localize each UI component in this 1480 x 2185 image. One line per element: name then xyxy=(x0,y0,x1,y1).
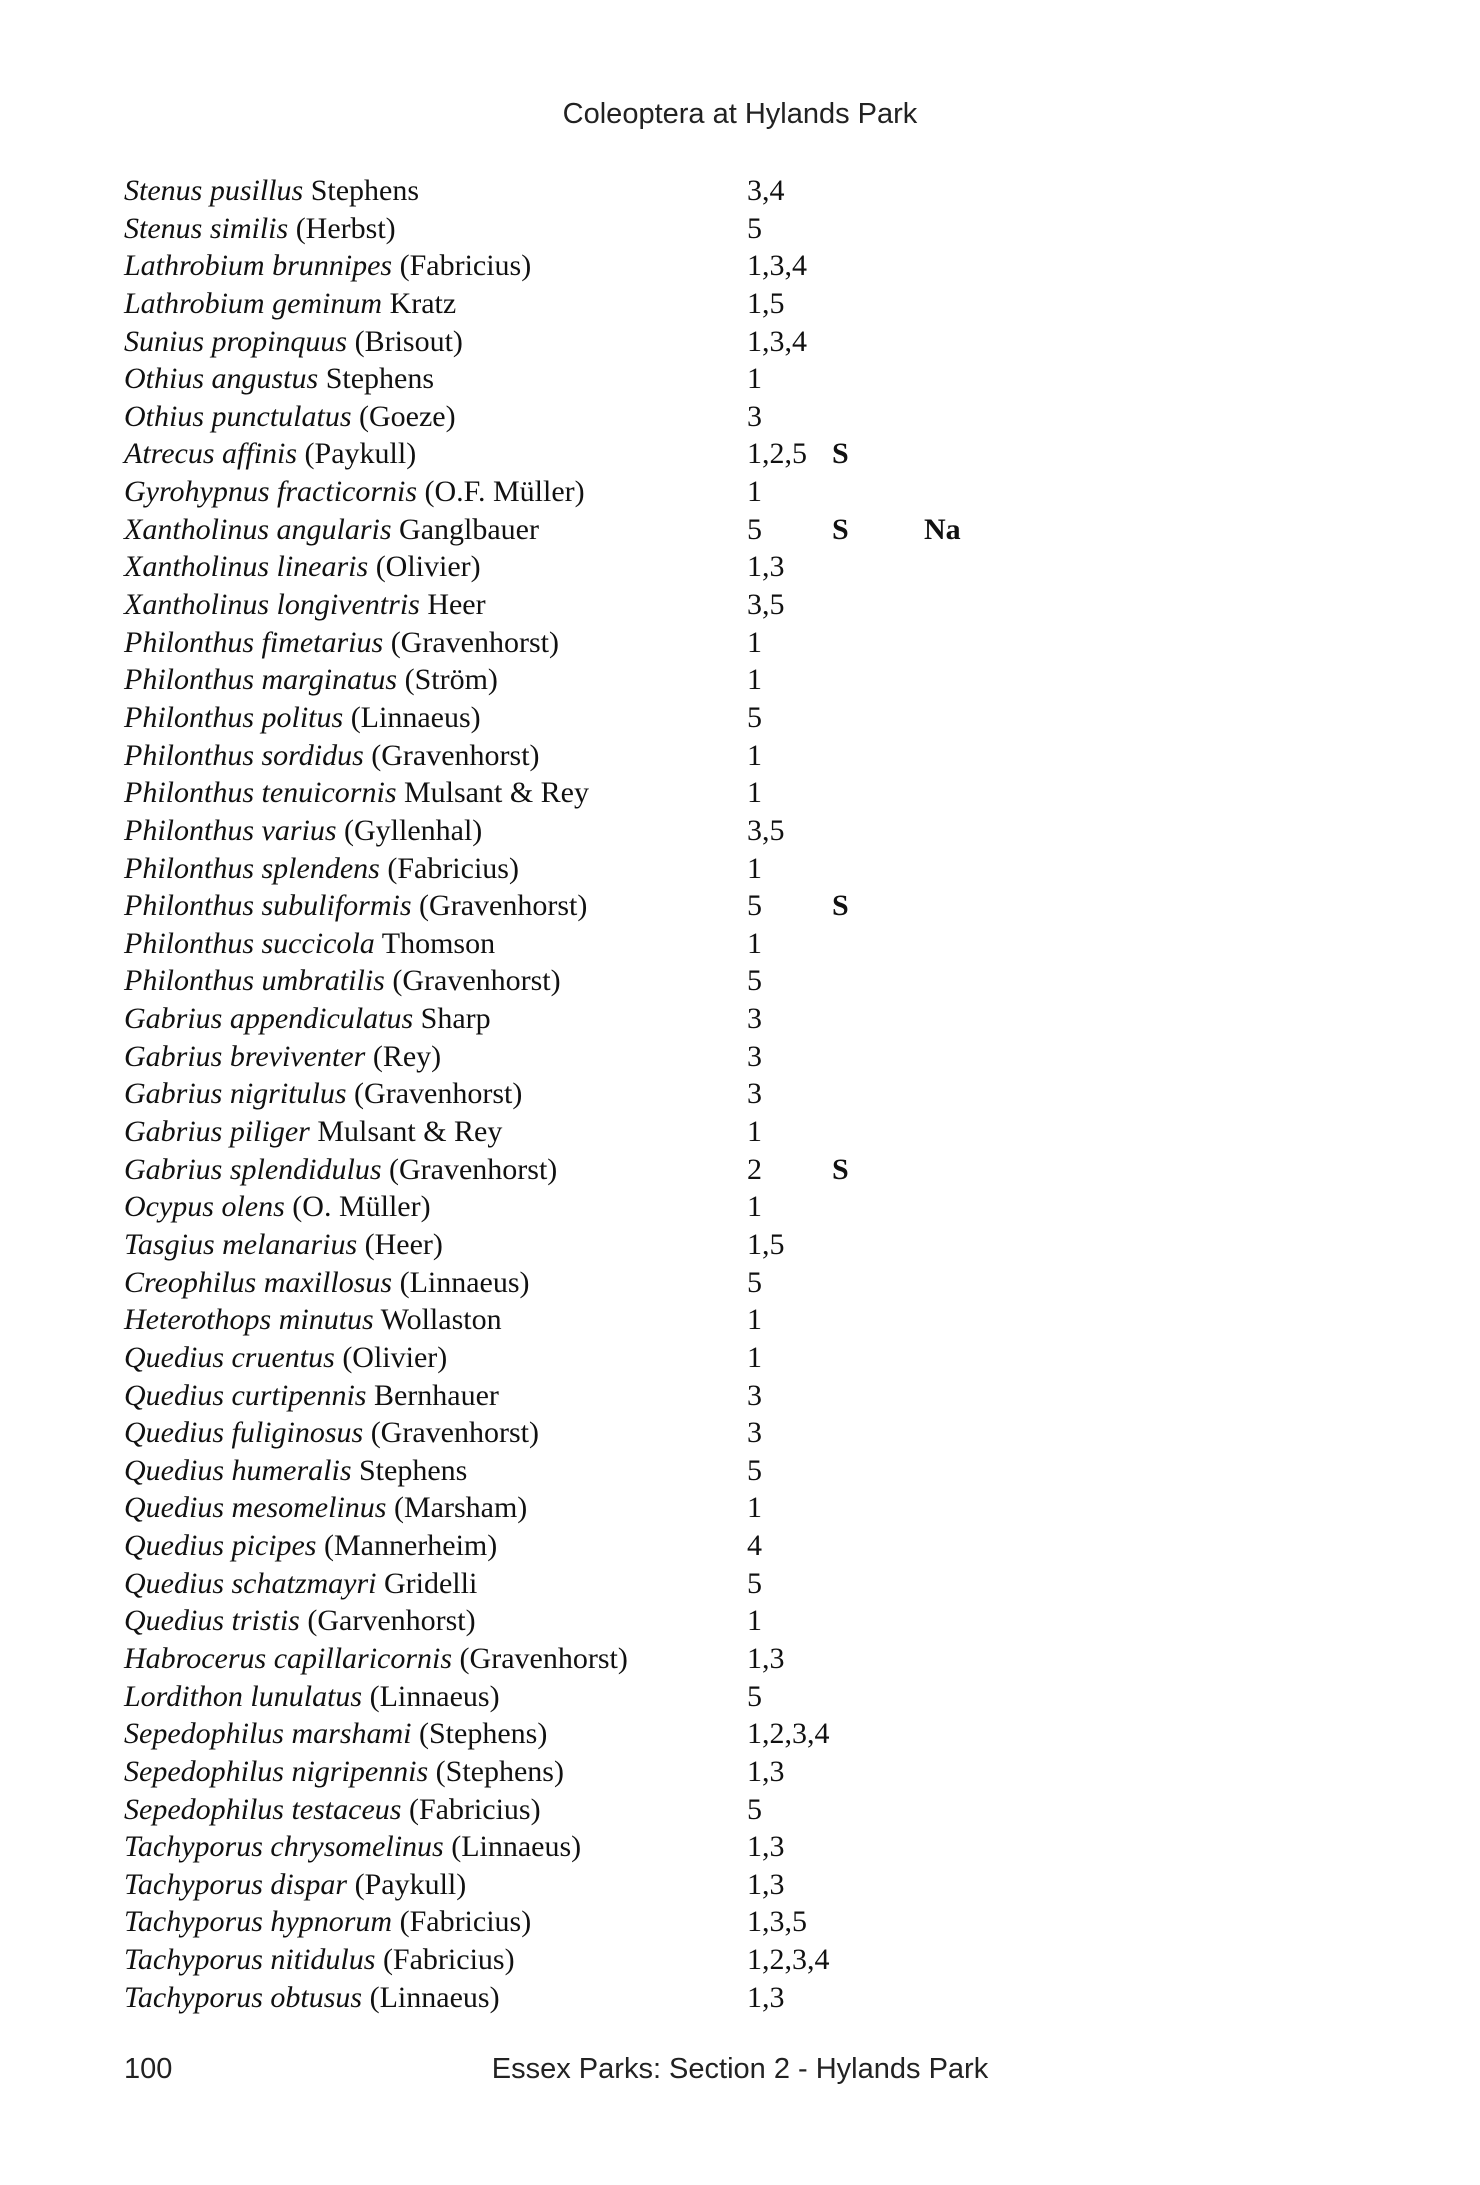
species-row xyxy=(124,1489,1224,1527)
species-name: Creophilus maxillosus xyxy=(124,1265,393,1299)
species-entry xyxy=(124,1527,497,1565)
species-row xyxy=(124,850,1224,888)
site-numbers: 1 xyxy=(747,776,762,810)
species-name: Quedius picipes xyxy=(124,1529,317,1563)
species-entry xyxy=(124,247,531,285)
species-name: Gyrohypnus fracticornis xyxy=(124,475,418,509)
species-author: (Gravenhorst) xyxy=(346,1077,523,1111)
species-name: Sepedophilus marshami xyxy=(124,1717,412,1751)
species-entry xyxy=(124,1339,447,1377)
species-row xyxy=(124,737,1224,775)
species-name: Xantholinus linearis xyxy=(124,550,369,584)
species-author: (Olivier) xyxy=(334,1340,448,1374)
species-name: Heterothops minutus xyxy=(124,1303,374,1337)
species-entry xyxy=(124,1678,500,1716)
species-author: (Brisout) xyxy=(347,324,463,358)
species-row xyxy=(124,624,1224,662)
species-entry xyxy=(124,1489,527,1527)
species-name: Philonthus varius xyxy=(124,813,337,847)
species-name: Quedius cruentus xyxy=(124,1340,335,1374)
species-author: (Gravenhorst) xyxy=(452,1641,628,1675)
species-entry xyxy=(124,1075,522,1113)
site-numbers: 3 xyxy=(747,1077,762,1111)
species-author: (Fabricius) xyxy=(379,851,519,885)
species-entry xyxy=(124,1377,499,1415)
species-entry xyxy=(124,812,482,850)
species-name: Tachyporus hypnorum xyxy=(124,1905,393,1939)
site-numbers: 1,3,4 xyxy=(747,324,807,358)
species-author: Heer xyxy=(419,588,486,622)
species-row xyxy=(124,172,1224,210)
site-numbers: 5 xyxy=(747,1792,762,1826)
species-name: Sepedophilus testaceus xyxy=(124,1792,402,1826)
species-entry xyxy=(124,1565,477,1603)
site-numbers: 3,5 xyxy=(747,588,785,622)
species-entry xyxy=(124,1264,530,1302)
species-author: (Gravenhorst) xyxy=(381,1152,558,1186)
species-row xyxy=(124,1377,1224,1415)
footer-title: Essex Parks: Section 2 - Hylands Park xyxy=(491,2053,989,2085)
species-name: Lathrobium brunnipes xyxy=(124,249,393,283)
species-row xyxy=(124,323,1224,361)
species-row xyxy=(124,1979,1224,2017)
species-entry xyxy=(124,624,559,662)
site-numbers: 1 xyxy=(747,625,762,659)
species-name: Quedius schatzmayri xyxy=(124,1566,377,1600)
site-numbers: 1 xyxy=(747,1303,762,1337)
site-numbers: 5 xyxy=(747,211,762,245)
species-entry xyxy=(124,1038,441,1076)
species-name: Gabrius piliger xyxy=(124,1115,310,1149)
species-author: Stephens xyxy=(303,174,420,207)
species-entry xyxy=(124,1602,476,1640)
species-author: (Rey) xyxy=(365,1039,442,1073)
species-entry xyxy=(124,473,585,511)
species-row xyxy=(124,1038,1224,1076)
species-entry xyxy=(124,323,463,361)
species-author: (Garvenhorst) xyxy=(299,1604,476,1638)
site-numbers: 1,2,5 xyxy=(747,437,807,471)
species-row xyxy=(124,1753,1224,1791)
species-list xyxy=(124,172,1224,2016)
species-entry xyxy=(124,661,498,699)
species-entry xyxy=(124,887,587,925)
site-numbers: 1 xyxy=(747,851,762,885)
species-row xyxy=(124,360,1224,398)
species-row xyxy=(124,925,1224,963)
species-row xyxy=(124,1678,1224,1716)
species-author: Stephens xyxy=(318,362,435,396)
species-author: (Gravenhorst) xyxy=(384,964,561,998)
site-numbers: 1 xyxy=(747,1340,762,1374)
species-name: Philonthus politus xyxy=(124,700,344,734)
species-author: (Herbst) xyxy=(288,211,396,245)
species-author: Mulsant & Rey xyxy=(309,1115,503,1149)
species-author: (Ström) xyxy=(397,663,498,697)
species-entry xyxy=(124,925,495,963)
species-entry xyxy=(124,1941,515,1979)
species-entry xyxy=(124,1188,431,1226)
species-name: Xantholinus angularis xyxy=(124,512,392,546)
species-entry xyxy=(124,1151,557,1189)
species-row xyxy=(124,210,1224,248)
species-name: Tachyporus dispar xyxy=(124,1867,348,1901)
species-author: Bernhauer xyxy=(366,1378,499,1412)
species-row xyxy=(124,962,1224,1000)
species-author: (Linnaeus) xyxy=(343,700,481,734)
species-author: Thomson xyxy=(374,926,496,960)
site-numbers: 3 xyxy=(747,1416,762,1450)
site-numbers: 1 xyxy=(747,1115,762,1149)
species-name: Philonthus tenuicornis xyxy=(124,776,397,810)
species-name: Philonthus succicola xyxy=(124,926,375,960)
species-author: (Mannerheim) xyxy=(316,1529,498,1563)
species-author: Mulsant & Rey xyxy=(396,776,589,810)
species-row xyxy=(124,435,1224,473)
species-name: Quedius tristis xyxy=(124,1604,300,1638)
site-numbers: 1,3 xyxy=(747,1980,785,2014)
species-author: (Linnaeus) xyxy=(392,1265,530,1299)
status-code: S xyxy=(832,437,849,471)
species-author: Kratz xyxy=(382,286,457,320)
species-row xyxy=(124,473,1224,511)
species-author: (Goeze) xyxy=(351,399,456,433)
species-row xyxy=(124,1640,1224,1678)
site-numbers: 1 xyxy=(747,362,762,396)
species-entry xyxy=(124,1866,466,1904)
species-entry xyxy=(124,1903,531,1941)
site-numbers: 5 xyxy=(747,964,762,998)
site-numbers: 3,4 xyxy=(747,174,785,207)
site-numbers: 1,5 xyxy=(747,286,785,320)
site-numbers: 5 xyxy=(747,1453,762,1487)
species-entry xyxy=(124,1452,467,1490)
species-name: Stenus similis xyxy=(124,211,289,245)
species-name: Philonthus subuliformis xyxy=(124,889,412,923)
species-name: Philonthus umbratilis xyxy=(124,964,385,998)
species-row xyxy=(124,1226,1224,1264)
species-author: (Paykull) xyxy=(297,437,417,471)
running-header: Coleoptera at Hylands Park xyxy=(562,98,918,130)
species-entry xyxy=(124,1226,443,1264)
species-row xyxy=(124,699,1224,737)
species-row xyxy=(124,812,1224,850)
species-row xyxy=(124,1941,1224,1979)
species-name: Tachyporus chrysomelinus xyxy=(124,1830,444,1864)
site-numbers: 1,2,3,4 xyxy=(747,1717,830,1751)
species-author: Stephens xyxy=(351,1453,468,1487)
species-author: (O.F. Müller) xyxy=(417,475,585,509)
species-author: (Gravenhorst) xyxy=(363,1416,539,1450)
species-row xyxy=(124,1866,1224,1904)
species-name: Habrocerus capillaricornis xyxy=(124,1641,453,1675)
species-row xyxy=(124,285,1224,323)
status-code: S xyxy=(832,512,849,546)
species-row xyxy=(124,1602,1224,1640)
species-row xyxy=(124,887,1224,925)
species-author: (Marsham) xyxy=(386,1491,528,1525)
site-numbers: 5 xyxy=(747,1265,762,1299)
species-row xyxy=(124,1527,1224,1565)
species-name: Philonthus sordidus xyxy=(124,738,364,772)
species-name: Tasgius melanarius xyxy=(124,1227,358,1261)
site-numbers: 1,2,3,4 xyxy=(747,1943,830,1977)
species-name: Atrecus affinis xyxy=(124,437,298,471)
species-name: Sunius propinquus xyxy=(124,324,348,358)
site-numbers: 3 xyxy=(747,399,762,433)
species-row xyxy=(124,1188,1224,1226)
species-name: Tachyporus obtusus xyxy=(124,1980,363,2014)
site-numbers: 1 xyxy=(747,1491,762,1525)
species-name: Quedius humeralis xyxy=(124,1453,352,1487)
site-numbers: 5 xyxy=(747,1566,762,1600)
site-numbers: 1,3,4 xyxy=(747,249,807,283)
species-row xyxy=(124,1452,1224,1490)
site-numbers: 1 xyxy=(747,475,762,509)
species-name: Stenus pusillus xyxy=(124,174,304,207)
species-author: (Olivier) xyxy=(368,550,481,584)
species-author: (Fabricius) xyxy=(375,1943,515,1977)
species-name: Gabrius nigritulus xyxy=(124,1077,347,1111)
species-author: Ganglbauer xyxy=(391,512,539,546)
designation-code: Na xyxy=(924,512,961,546)
site-numbers: 5 xyxy=(747,889,762,923)
species-row xyxy=(124,1339,1224,1377)
species-name: Othius angustus xyxy=(124,362,319,396)
species-entry xyxy=(124,774,589,812)
site-numbers: 3 xyxy=(747,1002,762,1036)
species-row xyxy=(124,1113,1224,1151)
species-name: Gabrius splendidulus xyxy=(124,1152,382,1186)
species-author: (Fabricius) xyxy=(392,249,532,283)
species-entry xyxy=(124,1414,539,1452)
species-row xyxy=(124,1565,1224,1603)
species-row xyxy=(124,247,1224,285)
species-name: Quedius mesomelinus xyxy=(124,1491,387,1525)
status-code: S xyxy=(832,889,849,923)
species-name: Lathrobium geminum xyxy=(124,286,383,320)
species-author: (Stephens) xyxy=(428,1754,564,1788)
site-numbers: 4 xyxy=(747,1529,762,1563)
species-row xyxy=(124,1715,1224,1753)
species-row xyxy=(124,1301,1224,1339)
site-numbers: 1,3 xyxy=(747,1641,785,1675)
site-numbers: 1,3 xyxy=(747,550,785,584)
species-entry xyxy=(124,285,456,323)
species-entry xyxy=(124,1791,541,1829)
species-entry xyxy=(124,586,486,624)
species-entry xyxy=(124,435,416,473)
species-name: Philonthus fimetarius xyxy=(124,625,384,659)
site-numbers: 1 xyxy=(747,738,762,772)
species-row xyxy=(124,1828,1224,1866)
site-numbers: 1 xyxy=(747,1190,762,1224)
species-author: Sharp xyxy=(413,1002,491,1036)
site-numbers: 5 xyxy=(747,512,762,546)
species-entry xyxy=(124,1979,500,2017)
species-entry xyxy=(124,548,481,586)
species-entry xyxy=(124,360,434,398)
species-entry xyxy=(124,1640,628,1678)
species-author: Wollaston xyxy=(373,1303,502,1337)
species-author: (Linnaeus) xyxy=(362,1980,500,2014)
species-entry xyxy=(124,1828,581,1866)
site-numbers: 1,3 xyxy=(747,1867,785,1901)
site-numbers: 5 xyxy=(747,700,762,734)
species-row xyxy=(124,1000,1224,1038)
site-numbers: 1,3 xyxy=(747,1754,785,1788)
species-name: Tachyporus nitidulus xyxy=(124,1943,376,1977)
species-entry xyxy=(124,511,539,549)
species-name: Xantholinus longiventris xyxy=(124,588,420,622)
site-numbers: 1,3 xyxy=(747,1830,785,1864)
species-author: (Heer) xyxy=(357,1227,443,1261)
species-name: Othius punctulatus xyxy=(124,399,352,433)
species-name: Gabrius appendiculatus xyxy=(124,1002,414,1036)
species-row xyxy=(124,661,1224,699)
species-author: (Linnaeus) xyxy=(362,1679,500,1713)
species-entry xyxy=(124,210,396,248)
species-row xyxy=(124,1414,1224,1452)
page-number: 100 xyxy=(124,2053,173,2085)
species-row xyxy=(124,1264,1224,1302)
species-entry xyxy=(124,1301,502,1339)
species-name: Philonthus marginatus xyxy=(124,663,398,697)
site-numbers: 3 xyxy=(747,1378,762,1412)
species-author: (Gyllenhal) xyxy=(336,813,483,847)
species-author: (Paykull) xyxy=(347,1867,467,1901)
site-numbers: 1 xyxy=(747,926,762,960)
species-author: (Fabricius) xyxy=(401,1792,541,1826)
species-name: Gabrius breviventer xyxy=(124,1039,366,1073)
species-row xyxy=(124,1151,1224,1189)
species-row xyxy=(124,511,1224,549)
species-name: Lordithon lunulatus xyxy=(124,1679,363,1713)
site-numbers: 3,5 xyxy=(747,813,785,847)
species-entry xyxy=(124,398,456,436)
status-code: S xyxy=(832,1152,849,1186)
species-row xyxy=(124,398,1224,436)
species-author: (O. Müller) xyxy=(284,1190,431,1224)
species-author: (Gravenhorst) xyxy=(363,738,540,772)
species-author: (Gravenhorst) xyxy=(383,625,559,659)
species-row xyxy=(124,548,1224,586)
species-row xyxy=(124,1075,1224,1113)
species-name: Ocypus olens xyxy=(124,1190,285,1224)
species-row xyxy=(124,586,1224,624)
species-entry xyxy=(124,737,540,775)
site-numbers: 2 xyxy=(747,1152,762,1186)
species-entry xyxy=(124,1000,491,1038)
species-entry xyxy=(124,1113,502,1151)
species-entry xyxy=(124,962,561,1000)
site-numbers: 1 xyxy=(747,663,762,697)
species-name: Philonthus splendens xyxy=(124,851,380,885)
species-row xyxy=(124,774,1224,812)
species-entry xyxy=(124,172,419,210)
species-name: Quedius curtipennis xyxy=(124,1378,367,1412)
site-numbers: 1,3,5 xyxy=(747,1905,807,1939)
species-entry xyxy=(124,1715,547,1753)
site-numbers: 1,5 xyxy=(747,1227,785,1261)
species-entry xyxy=(124,1753,564,1791)
site-numbers: 1 xyxy=(747,1604,762,1638)
species-author: (Gravenhorst) xyxy=(411,889,588,923)
site-numbers: 3 xyxy=(747,1039,762,1073)
species-author: (Stephens) xyxy=(411,1717,548,1751)
species-row xyxy=(124,1791,1224,1829)
site-numbers: 5 xyxy=(747,1679,762,1713)
species-row xyxy=(124,1903,1224,1941)
species-entry xyxy=(124,850,519,888)
species-author: Gridelli xyxy=(376,1566,478,1600)
species-name: Sepedophilus nigripennis xyxy=(124,1754,429,1788)
species-author: (Fabricius) xyxy=(392,1905,532,1939)
species-entry xyxy=(124,699,481,737)
species-name: Quedius fuliginosus xyxy=(124,1416,364,1450)
species-author: (Linnaeus) xyxy=(443,1830,582,1864)
